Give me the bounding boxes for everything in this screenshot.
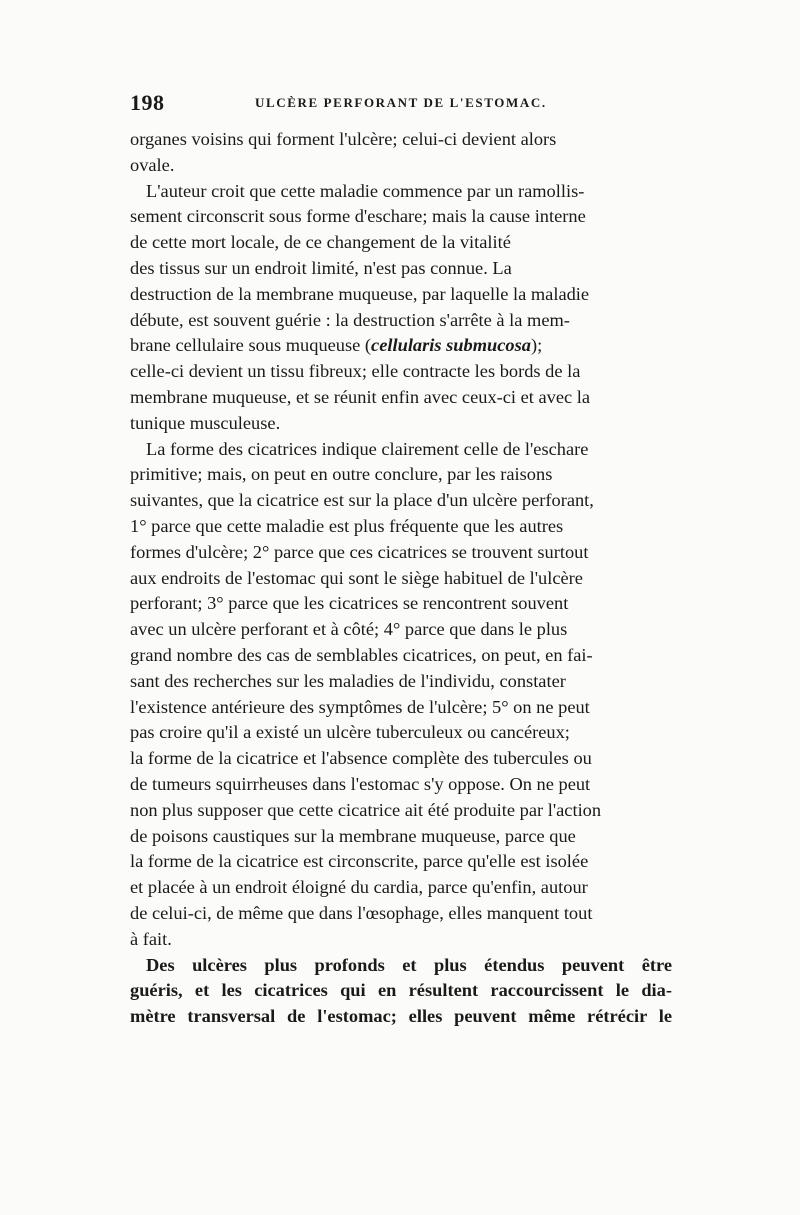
- paragraph-3: La forme des cicatrices indique clairement celle de l'eschare primitive; mais, on peut en outre conclure, par les raisons suivantes, que la cicatrice est sur la place d'un ulcère perforant, 1° parce que cette maladie est plus fréquente que les autres formes d'ulcère; 2° parce que ces cicatrices se trouvent surtout aux endroits de l'estomac qui sont le siège habituel de l'ulcère perforant; 3° parce que les cicatrices se rencontrent souvent avec un ulcère perforant et à côté; 4° parce que dans le plus grand nombre des cas de semblables cicatrices, on peut, en fai- sant des recherches sur les maladies de l'individu, constater l'existence antérieure des symptômes de l'ulcère; 5° on ne peut pas croire qu'il a existé un ulcère tuberculeux ou cancéreux; la forme de la cicatrice et l'absence complète des tubercules ou de tumeurs squirrheuses dans l'estomac s'y oppose. On ne peut non plus supposer que cette cicatrice ait été produite par l'action de poisons caustiques sur la membrane muqueuse, parce que la forme de la cicatrice est circonscrite, parce qu'elle est isolée et placée à un endroit éloigné du cardia, parce qu'enfin, autour de celui-ci, de même que dans l'œsophage, elles manquent tout à fait.: [130, 438, 602, 949]
- paragraph-2-text-after: ); celle-ci devient un tissu fibreux; elle contracte les bords de la membrane muqueuse, et se réunit enfin avec ceux-ci et avec la tunique musculeuse.: [130, 335, 591, 433]
- page-number: 198: [130, 90, 165, 115]
- paragraph-2: [130, 179, 672, 437]
- page-header: [130, 90, 670, 118]
- paragraph-4: Des ulcères plus profonds et plus étendus peuvent être guéris, et les cicatrices qui en résultent raccourcissent le dia- mètre transversal de l'estomac; elles peuvent même rétrécir le: [130, 954, 672, 1027]
- running-title: ULCÈRE PERFORANT DE L'ESTOMAC.: [255, 95, 547, 110]
- paragraph-2-text-before: L'auteur croit que cette maladie commence par un ramollis- sement circonscrit sous forme d'eschare; mais la cause interne de cette mort locale, de ce changement de la vitalité des tissus sur un endroit limité, n'est pas connue. La destruction de la membrane muqueuse, par laquelle la maladie débute, est souvent guérie : la destruction s'arrête à la mem- brane cellulaire sous muqueuse (: [130, 180, 590, 356]
- text-body: [130, 127, 672, 1030]
- latin-term: cellularis submucosa: [371, 335, 531, 356]
- paragraph-1: organes voisins qui forment l'ulcère; celui-ci devient alors ovale.: [130, 129, 557, 175]
